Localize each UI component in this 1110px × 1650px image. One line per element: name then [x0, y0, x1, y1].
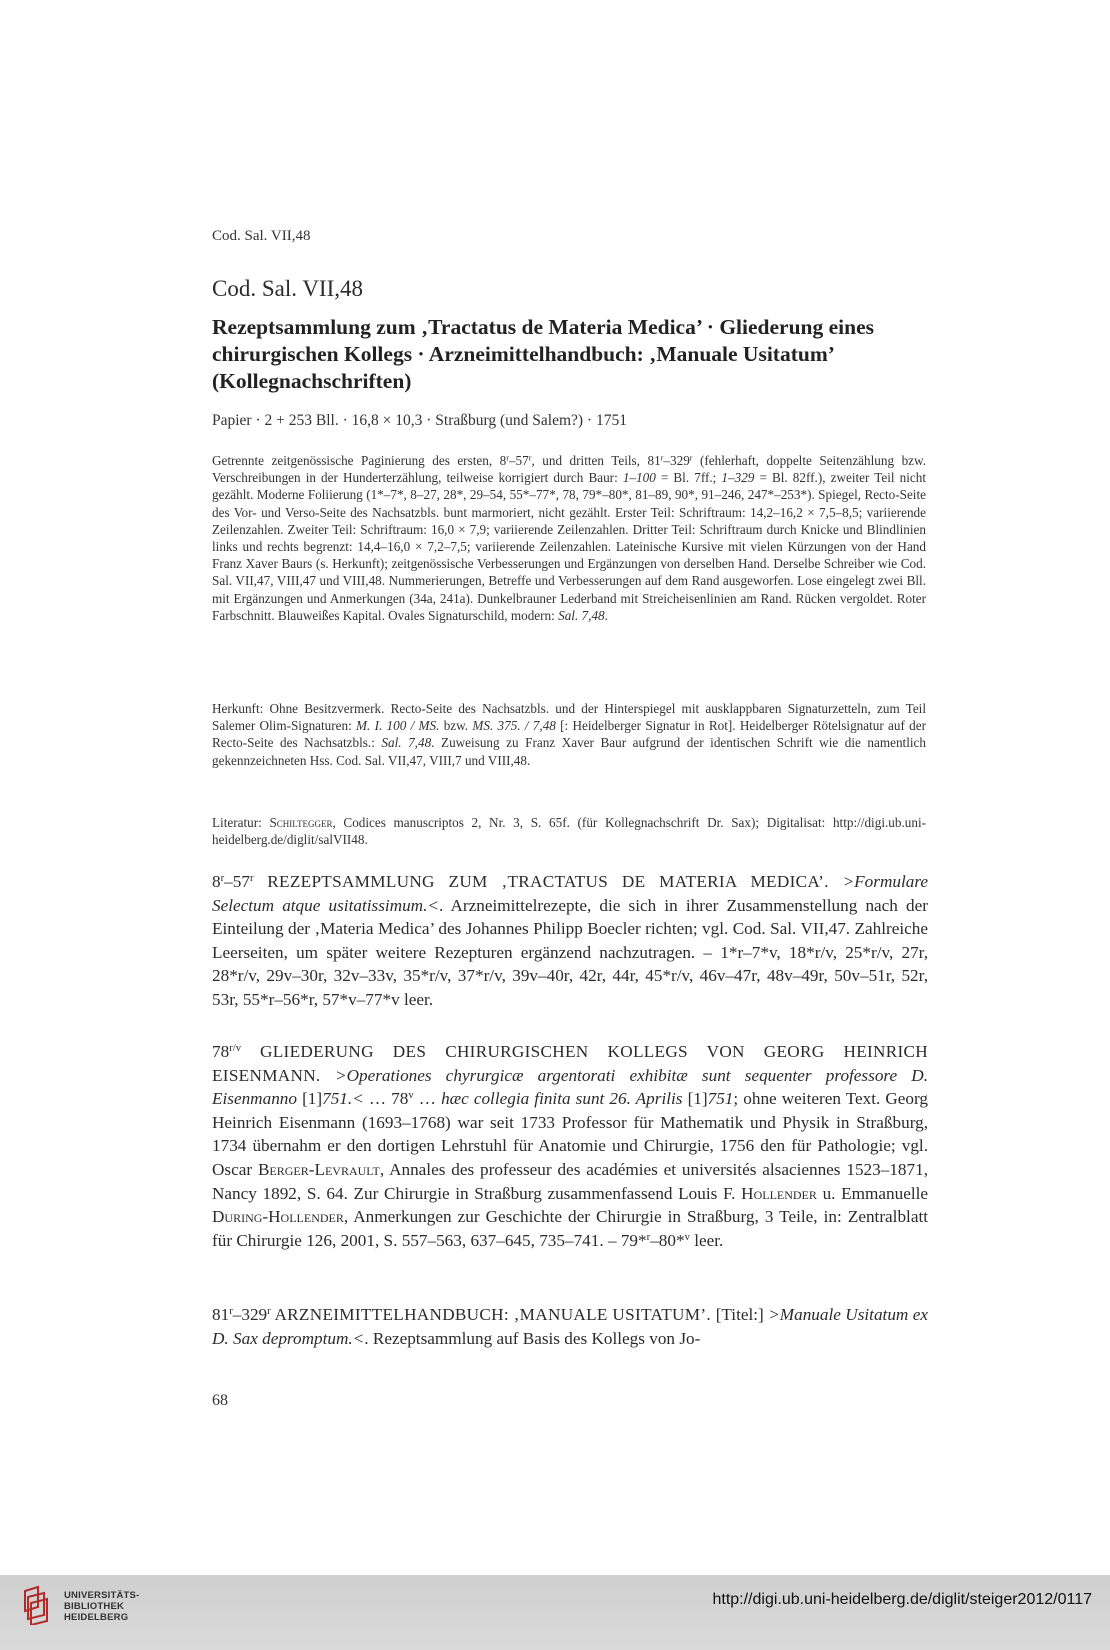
section-incipit: >Manuale Usitatum ex D. Sax depromptum.< — [212, 1305, 929, 1348]
bracket-insert: [1] — [687, 1089, 708, 1109]
bracket-insert: [1] — [302, 1089, 323, 1109]
section-text: . Rezeptsammlung auf Basis des Kollegs von Jo- — [364, 1328, 701, 1348]
section-text: , Annales des professeur des académies et universités alsaciennes 1523–1871, Nancy 1892, S. 64. Zur Chirurgie in Straßburg zusammenfassend Louis F. — [212, 1159, 928, 1203]
folio-range: 78 — [212, 1042, 230, 1061]
section-heading: ARZNEIMITTELHANDBUCH: ‚MANUALE USITATUM’. — [270, 1305, 716, 1324]
desc-text: –329 — [663, 453, 690, 468]
viewer-footer — [0, 1575, 1110, 1650]
author-name: During-Hollender — [212, 1207, 344, 1227]
desc-text: , und dritten Teils, 81 — [531, 453, 661, 468]
desc-sup: r — [660, 453, 664, 463]
physical-description: Papier · 2 + 253 Bll. · 16,8 × 10,3 · Straßburg (und Salem?) · 1751 — [212, 412, 627, 429]
title-line: chirurgischen Kollegs · Arzneimittelhandbuch: ‚Manuale Usitatum’ — [212, 342, 835, 366]
section-incipit: >Formulare Selectum atque usitatissimum.< — [212, 872, 928, 915]
entry-title — [212, 314, 928, 395]
section-incipit: >Operationes chyrurgicæ argentorati exhibitæ sunt sequenter professore D. Eisenmanno — [212, 1065, 928, 1109]
title-line: (Kollegnachschriften) — [212, 369, 412, 393]
university-library-logo-icon[interactable] — [22, 1585, 48, 1625]
author-name: Berger-Levrault — [257, 1159, 380, 1179]
provenance-italic: M. I. 100 / MS. — [356, 718, 440, 734]
folio-sup: v — [684, 1231, 690, 1243]
section-rezeptsammlung — [212, 870, 928, 1012]
literature-text: Literatur: — [212, 815, 270, 830]
desc-text: . — [604, 607, 608, 623]
section-text: u. Emmanuelle — [816, 1183, 928, 1203]
desc-sup: r — [689, 453, 693, 463]
blank-folios-list: 1*r–7*v, 18*r/v, 25*r/v, 27r, 28*r/v, 29v–30r, 32v–33v, 35*r/v, 37*r/v, 39v–40r, 42r, 44r, 45*r/v, 46v–47r, 48v–49r, 50v–51r, 52r, 53r, 55*r–56*r, 57*v–77*v — [212, 942, 928, 1009]
provenance-text: . Zuweisung zu Franz Xaver Baur aufgrund der identischen Schrift wie die namentlich gekennzeichneten Hss. Cod. Sal. VII,47, VIII,7 und VIII,48. — [212, 735, 926, 768]
folio-range: 81 — [212, 1305, 230, 1324]
desc-italic: 1–329 — [721, 470, 755, 486]
provenance — [212, 700, 926, 769]
provenance-italic: MS. 375. / 7,48 — [472, 718, 556, 734]
codicological-description — [212, 452, 926, 624]
section-text: … — [413, 1089, 442, 1109]
folio-sup: v — [408, 1090, 414, 1102]
folio-range: –329 — [232, 1305, 268, 1324]
desc-italic: Sal. 7,48 — [558, 607, 605, 623]
title-line: Rezeptsammlung zum ‚Tractatus de Materia Medica’ · Gliederung eines — [212, 315, 874, 339]
provenance-text: bzw. — [439, 718, 473, 734]
library-name-line: BIBLIOTHEK — [64, 1601, 125, 1612]
section-explicit: hæc collegia finita sunt 26. Aprilis — [441, 1089, 688, 1109]
library-name[interactable] — [64, 1590, 139, 1623]
desc-text: Getrennte zeitgenössische Paginierung des ersten, 8 — [212, 453, 507, 468]
section-gliederung — [212, 1040, 928, 1252]
folio-sup: r — [249, 873, 254, 885]
folio-sup: r — [220, 873, 225, 885]
running-head: Cod. Sal. VII,48 — [212, 228, 311, 244]
section-text: . Arzneimittelrezepte, die sich in ihrer Zusammenstellung nach der Einteilung der ‚Materia Medica’ des Johannes Philipp Boecler richten; vgl. Cod. Sal. VII,47. Zahlreiche Leerseiten, um später weitere Rezepturen ergänzend nachzutragen. – — [212, 895, 929, 962]
section-text: … 78 — [363, 1089, 409, 1109]
desc-text: (fehlerhaft, doppelte Seitenzählung bzw. Verschreibungen in der Hunderterzählung, teilweise korrigiert durch Baur: — [212, 453, 926, 486]
literature — [212, 814, 926, 848]
page-number: 68 — [212, 1392, 228, 1409]
desc-italic: 1–100 — [622, 470, 656, 486]
permalink-url[interactable]: http://digi.ub.uni-heidelberg.de/diglit/steiger2012/0117 — [712, 1591, 1092, 1608]
author-name: Hollender — [741, 1183, 817, 1203]
library-name-line: HEIDELBERG — [64, 1612, 129, 1623]
folio-sup: r — [646, 1231, 651, 1243]
folio-sup: r/v — [229, 1043, 242, 1055]
entry-shelfmark: Cod. Sal. VII,48 — [212, 276, 363, 301]
folio-range: –57 — [224, 872, 250, 891]
section-incipit: 751.< — [322, 1089, 364, 1109]
literature-author: Schiltegger — [269, 815, 333, 830]
folio-range: 8 — [212, 872, 221, 891]
folio-sup: r — [267, 1306, 271, 1318]
section-text: leer. — [399, 989, 434, 1009]
desc-text: –57 — [508, 453, 529, 468]
section-heading: GLIEDERUNG DES CHIRURGISCHEN KOLLEGS VON GEORG HEINRICH EISENMANN. — [212, 1042, 928, 1085]
folio-sup: r — [229, 1306, 233, 1318]
section-explicit: 751 — [707, 1089, 734, 1109]
provenance-italic: Sal. 7,48 — [381, 735, 432, 751]
section-text: , Anmerkungen zur Geschichte der Chirurgie in Straßburg, 3 Teile, in: Zentralblatt für Chirurgie 126, 2001, S. 557–563, 637–645, 735–741. – 79* — [212, 1207, 928, 1250]
desc-text: = Bl. 82ff.), zweiter Teil nicht gezählt. Moderne Foliierung (1*–7*, 8–27, 28*, 29–54, 55*–77*, 78, 79*–80*, 81–89, 90*, 91–246, 247*–253*). Spiegel, Recto-Seite des Vor- und Verso-Seite des Nachsatzbls. bunt marmoriert, nicht gezählt. Erster Teil: Schriftraum: 14,2–16,2 × 7,5–8,5; variierende Zeilenzahlen. Zweiter Teil: Schriftraum: 16,0 × 7,9; variierende Zeilenzahlen. Dritter Teil: Schriftraum durch Knicke und Blindlinien links und rechts begrenzt: 14,4–16,0 × 7,2–7,5; variierende Zeilenzahlen. Lateinische Kursive mit vielen Kürzungen von der Hand Franz Xaver Baurs (s. Herkunft); zeitgenössische Verbesserungen und Ergänzungen von derselben Hand. Derselbe Schreiber wie Cod. Sal. VII,47, VIII,47 und VIII,48. Nummerierungen, Betreffe und Verbesserungen auf dem Rand ausgeworfen. Lose eingelegt zwei Bll. mit Ergänzungen und Anmerkungen (34a, 241a). Dunkelbrauner Lederband mit Streicheisenlinien am Rand. Rücken vergoldet. Roter Farbschnitt. Blauweißes Kapital. Ovales Signaturschild, modern: — [212, 470, 926, 623]
section-text: ; ohne weiteren Text. Georg Heinrich Eisenmann (1693–1768) war seit 1733 Professor für Mathematik und Physik in Straßburg, 1734 übernahm er den dortigen Lehrstuhl für Anatomie und Chirurgie, 1756 den für Pathologie; vgl. Oscar — [212, 1089, 929, 1179]
desc-text: = Bl. 7ff.; — [655, 470, 722, 486]
desc-sup: r — [528, 453, 532, 463]
section-text: leer. — [689, 1230, 724, 1250]
section-text: –80* — [650, 1230, 685, 1250]
section-heading: REZEPTSAMMLUNG ZUM ‚TRACTATUS DE MATERIA MEDICA’. — [253, 872, 843, 891]
library-name-line: UNIVERSITÄTS- — [64, 1590, 140, 1601]
section-text: [Titel:] — [715, 1305, 769, 1324]
provenance-text: [: Heidelberger Signatur in Rot]. Heidelberger Rötelsignatur auf der Recto-Seite des Nachsatzbls.: — [212, 718, 926, 751]
provenance-text: Herkunft: Ohne Besitzvermerk. Recto-Seite des Nachsatzbls. und der Hinterspiegel mit ausklappbaren Signaturzetteln, zum Teil Salemer Olim-Signaturen: — [212, 701, 926, 734]
literature-text: , Codices manuscriptos 2, Nr. 3, S. 65f. (für Kollegnachschrift Dr. Sax); Digitalisat: http://digi.ub.uni-heidelberg.de/diglit/salVII48. — [212, 815, 927, 848]
section-arzneimittelhandbuch — [212, 1303, 928, 1350]
desc-sup: r — [506, 453, 509, 463]
